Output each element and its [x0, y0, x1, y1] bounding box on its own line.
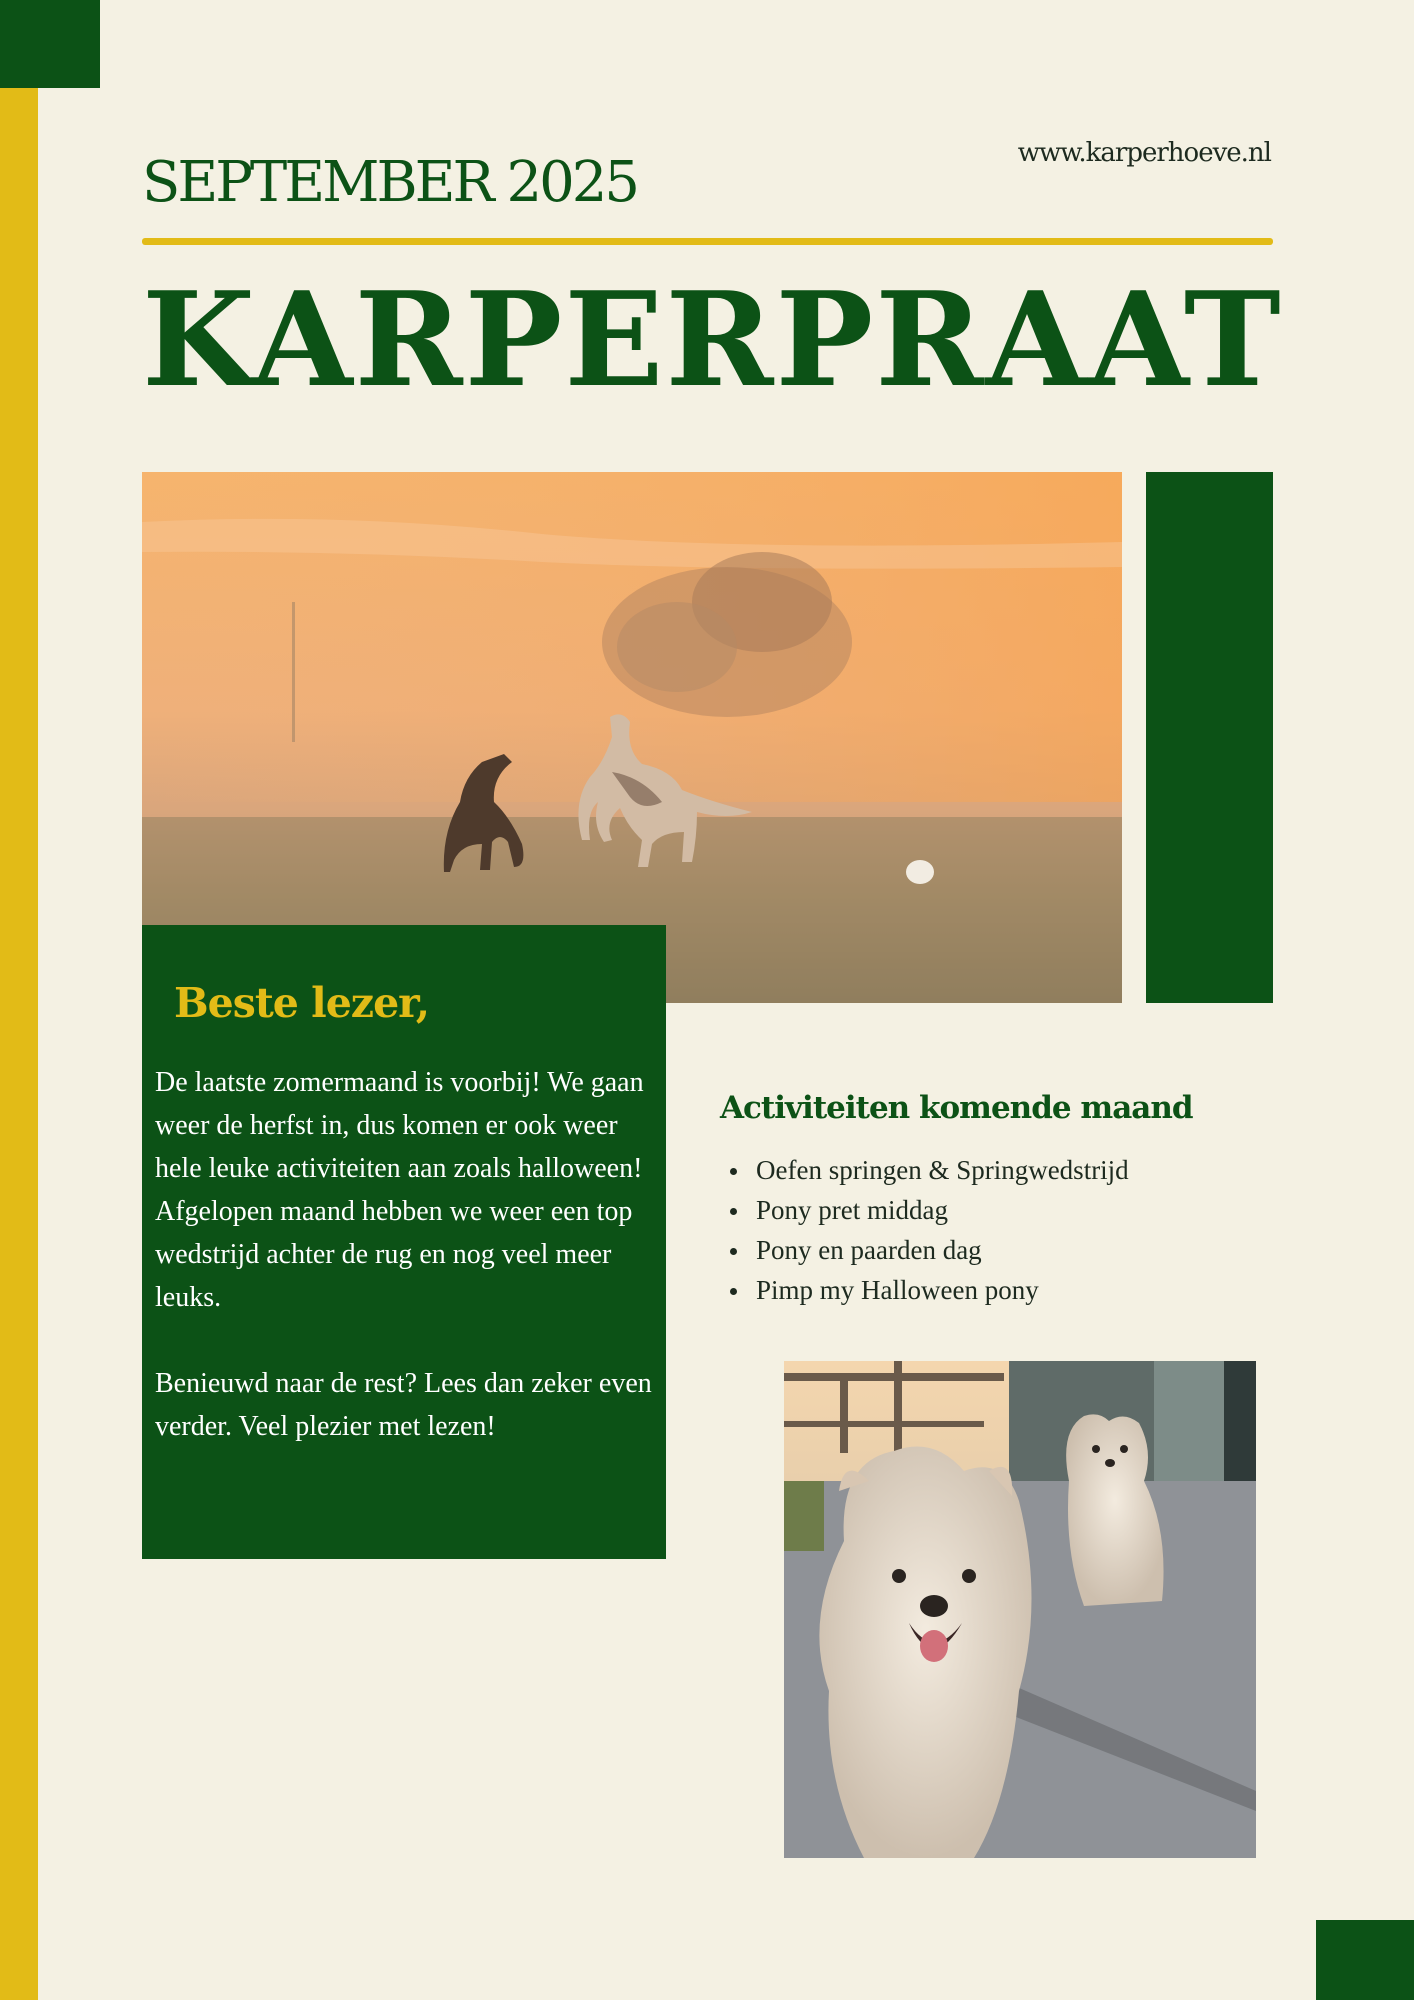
dogs-photo — [784, 1361, 1256, 1858]
intro-panel — [142, 925, 666, 1559]
hero-photo-horses — [142, 472, 1122, 1003]
intro-heading: Beste lezer, — [174, 979, 430, 1027]
activities-heading: Activiteiten komende maand — [720, 1090, 1193, 1126]
green-accent-bar — [1146, 472, 1273, 1003]
newsletter-title: KARPERPRAAT — [142, 263, 1283, 416]
website-link[interactable]: www.karperhoeve.nl — [1017, 138, 1271, 168]
activity-item: Pimp my Halloween pony — [720, 1270, 1129, 1310]
intro-body — [155, 1061, 670, 1448]
activity-item: Pony en paarden dag — [720, 1230, 1129, 1270]
corner-block-bottom-right — [1316, 1920, 1414, 2000]
header-divider — [142, 238, 1273, 245]
activities-list — [720, 1150, 1129, 1310]
side-stripe — [0, 88, 38, 2000]
activity-item: Pony pret middag — [720, 1190, 1129, 1230]
corner-block-top-left — [0, 0, 100, 88]
intro-paragraph-1: De laatste zomermaand is voorbij! We gaan weer de herfst in, dus komen er ook weer hele leuke activiteiten aan zoals halloween! Afgelopen maand hebben we weer een top wedstrijd achter de rug en nog veel meer leuks. — [155, 1067, 644, 1313]
activity-item: Oefen springen & Springwedstrijd — [720, 1150, 1129, 1190]
intro-paragraph-2: Benieuwd naar de rest? Lees dan zeker even verder. Veel plezier met lezen! — [155, 1368, 652, 1442]
issue-date: SEPTEMBER 2025 — [142, 150, 638, 215]
